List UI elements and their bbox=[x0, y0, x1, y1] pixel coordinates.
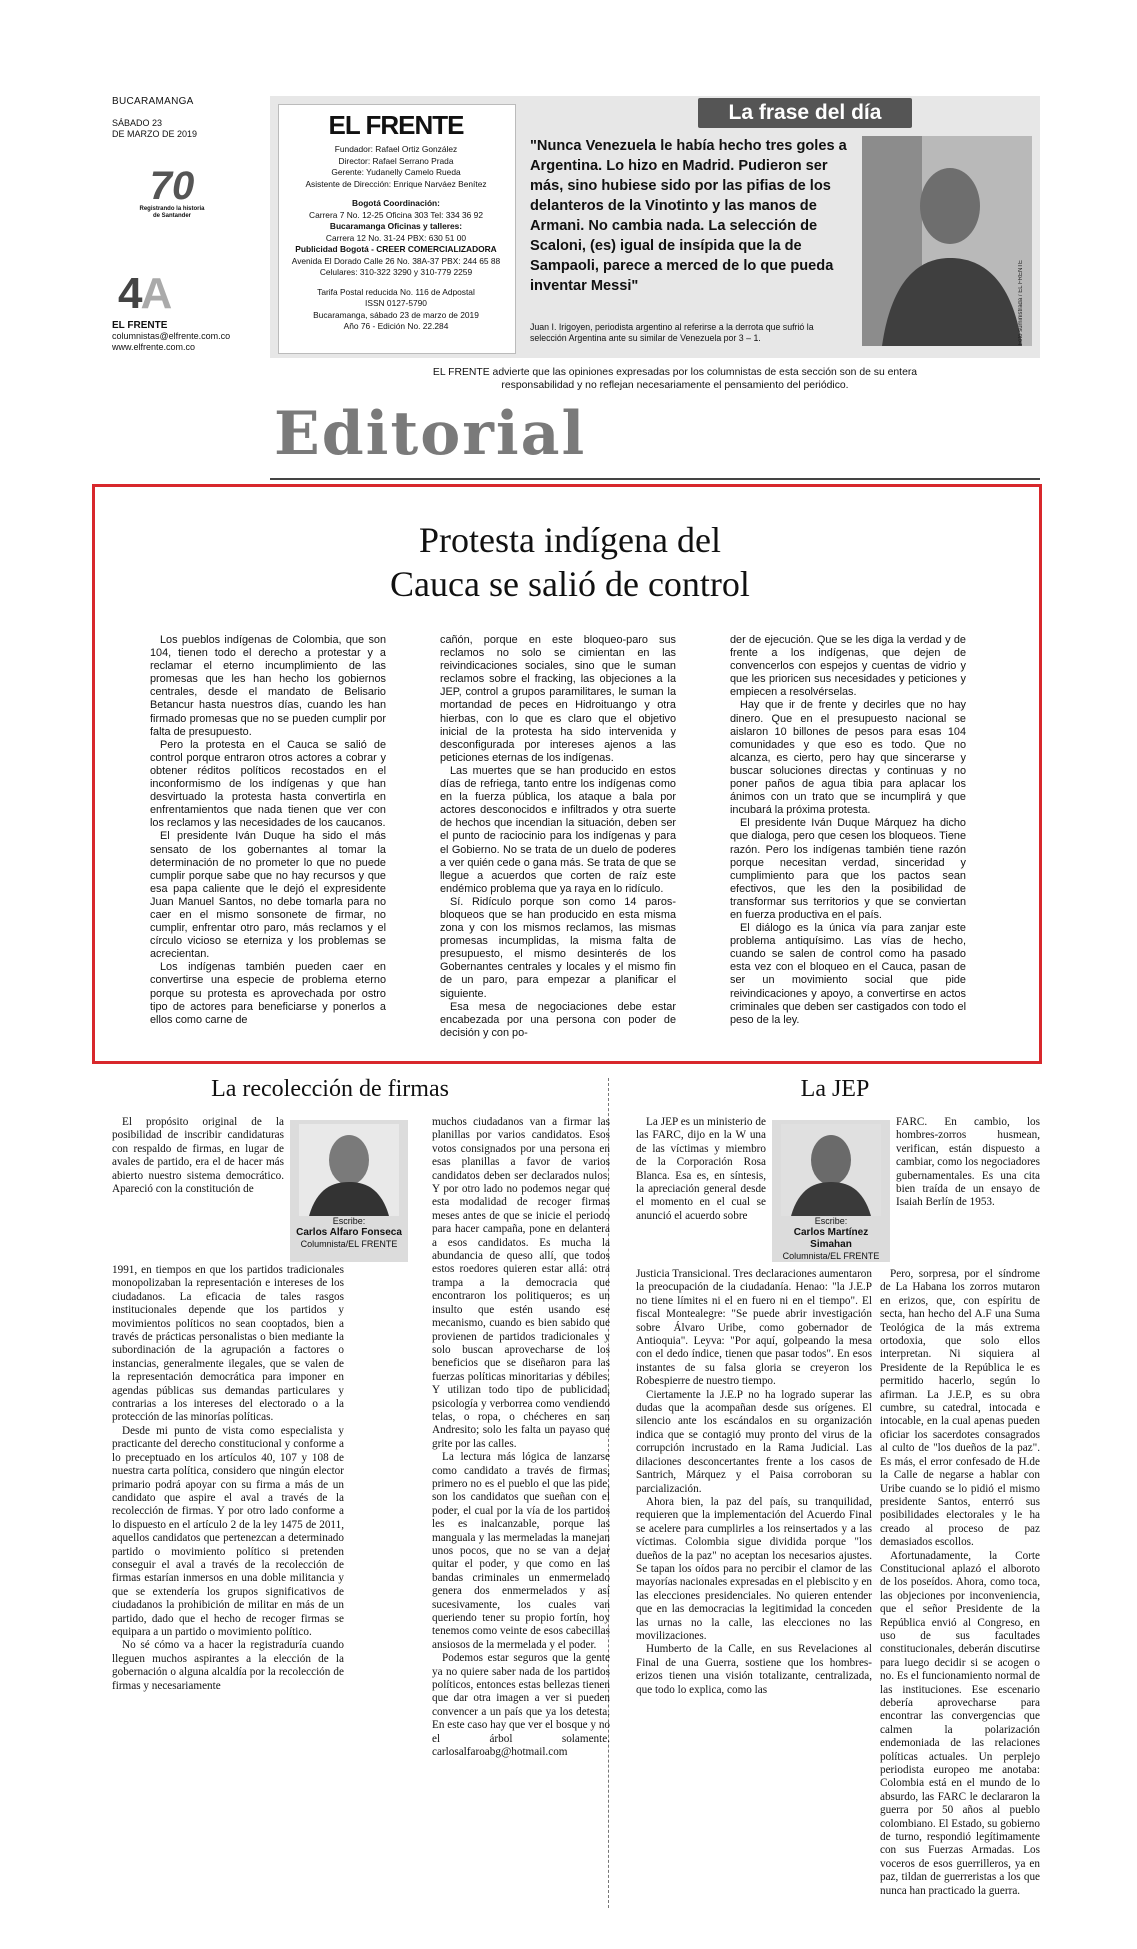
editorial-column-1 bbox=[150, 634, 386, 1027]
masthead-line: Publicidad Bogotá - CREER COMERCIALIZADORA bbox=[295, 244, 497, 254]
masthead-line: Director: Rafael Serrano Prada bbox=[338, 155, 454, 166]
masthead-line: Carrera 7 No. 12-25 Oficina 303 Tel: 334 36 92 bbox=[309, 209, 483, 220]
editorial-headline-line-2: Cauca se salió de control bbox=[390, 564, 750, 604]
person-silhouette-icon bbox=[299, 1124, 399, 1216]
paragraph: El diálogo es la única vía para zanjar este problema antiquísimo. Las vías de hecho, cuando se salen de control como ha pasado esta vez con el bloqueo en el Cauca, pasan de ser un movimiento social que pide reivindicaciones y apoyo, a convertirse en actos criminales que deben ser castigados con todo el peso de la ley. bbox=[730, 922, 966, 1026]
paragraph: Justicia Transicional. Tres declaraciones aumentaron la preocupación de la ciudadanía. Henao: "la J.E.P no tiene límites ni el en fuero ni en el tiempo". El fiscal Montealegre: "Se puede abrir investigación sobre Álvaro Uribe, como gobernador de Antioquia". Leyva: "Por aquí, golpeando la mesa con el dedo índice, tienen que pasar todos". En esos instantes de su falsa gloria se creyeron los Robespierre de nuestro tiempo. bbox=[636, 1268, 872, 1388]
jep-column-2-top bbox=[896, 1116, 1040, 1210]
paragraph: Hay que ir de frente y decirles que no hay dinero. Que en el presupuesto nacional se aislaron 10 billones de pesos para esas 104 comunidades y que eso es todo. Que no alcanza, es cierto, pero hay que sincerarse y buscar soluciones directas y continuas y no poner paños de agua tibia para aplacar los ánimos con un trato que se incumplirá y que incubará la próxima protesta. bbox=[730, 699, 966, 817]
paragraph: Los indígenas también pueden caer en convertirse una especie de problema eterno porque su protesta es aprovechada por ostro tipo de actores para beneficiarse y ponerlos a ellos como carne de bbox=[150, 961, 386, 1026]
left-website[interactable]: www.elfrente.com.co bbox=[112, 342, 196, 352]
masthead-line: Bogotá Coordinación: bbox=[352, 198, 440, 208]
anniversary-tagline-2: de Santander bbox=[152, 213, 191, 219]
author-role: Columnista/EL FRENTE bbox=[782, 1251, 880, 1261]
anniversary-logo bbox=[132, 166, 212, 220]
masthead-line: Asistente de Dirección: Enrique Narváez Benítez bbox=[305, 178, 487, 189]
city-label: BUCARAMANGA bbox=[112, 96, 194, 107]
paragraph: La JEP es un ministerio de las FARC, dijo en la W una de las víctimas y miembro de la Corporación Rosa Blanca. Esa es, en síntesis, la apreciación general desde el momento en el cual se anunció el acuerdo sobre bbox=[636, 1116, 766, 1222]
author-box-alfaro bbox=[290, 1120, 408, 1262]
issue-date-day: SÁBADO 23 bbox=[112, 118, 163, 128]
jep-column-1-top bbox=[636, 1116, 766, 1223]
frase-quote: "Nunca Venezuela le había hecho tres goles a Argentina. Lo hizo en Madrid. Pudieron ser más, sino hubiese sido por las pifias de los delanteros de la Vinotinto y las manos de Armani. No cambia nada. La selección de Scaloni, (es) igual de insípida que la de Sampaoli, parece a merced de lo que pueda inventar Messi" bbox=[530, 138, 847, 294]
masthead-line: Bucaramanga, sábado 23 de marzo de 2019 bbox=[313, 309, 479, 320]
paragraph: Sí. Ridículo porque son como 14 paros-bloqueos que se han producido en esta misma zona y con los mismos reclamos, las mismas promesas incumplidas, la misma falta de presupuesto, el mismo desinterés de los Gobernantes centrales y locales y el mismo fin de un paro, para empezar a planificar el siguiente. bbox=[440, 895, 676, 1000]
editorial-column-2 bbox=[440, 634, 676, 1040]
jep-column-2 bbox=[880, 1268, 1040, 1898]
masthead-credits bbox=[282, 144, 510, 333]
paragraph: Podemos estar seguros que la gente ya no quiere saber nada de los partidos políticos, entonces estas bellezas tienen que dar otra imagen a ver si pueden convencer a un país que ya los detesta. En este caso hay que ver el bosque y no el árbol solamente. carlosalfaroabg@hotmail.com bbox=[432, 1652, 611, 1759]
paragraph: Los pueblos indígenas de Colombia, que son 104, tienen todo el derecho a protestar y a reclamar el eterno incumplimiento de las promesas que les han hecho los gobiernos centrales, desde el mandato de Belisario Betancur hasta nuestros días, cuando les han firmado promesas que no se pueden cumplir por falta de presupuesto. bbox=[150, 634, 386, 738]
paragraph: El presidente Iván Duque Márquez ha dicho que dialoga, pero que cesen los bloqueos. Tiene razón. Pero los indígenas también tiene razón porque necesitan verdad, sinceridad y cumplimiento para que los pactos sean efectivos, que les den la posibilidad de transformar sus territorios y que se conviertan en fuerza productiva en el país. bbox=[730, 817, 966, 921]
photo-credit: Foto suministrada / EL FRENTE bbox=[1018, 260, 1024, 346]
firmas-column-1 bbox=[112, 1264, 344, 1693]
masthead-line: Gerente: Yudanelly Camelo Rueda bbox=[331, 167, 461, 177]
anniversary-number: 70 bbox=[149, 164, 195, 208]
paragraph: No sé cómo va a hacer la registraduría cuando lleguen muchos aspirantes a la elección de la gobernación o alguna alcaldía por la recolección de firmas y necesariamente bbox=[112, 1639, 344, 1692]
paragraph: Esa mesa de negociaciones debe estar encabezada por una persona con poder de decisión y con po- bbox=[440, 1000, 676, 1039]
author-box-martinez bbox=[772, 1120, 890, 1262]
masthead-line: Bucaramanga Oficinas y talleres: bbox=[329, 221, 463, 231]
masthead-line: Tarifa Postal reducida No. 116 de Adpostal bbox=[317, 286, 475, 297]
editorial-headline-line-1: Protesta indígena del bbox=[419, 520, 721, 560]
editorial-headline bbox=[200, 518, 940, 606]
paragraph: cañón, porque en este bloqueo-paro sus reclamos no solo se cimientan en las reivindicaciones sociales, sino que le suman reclamos sobre el fracking, las objeciones a la JEP, control a grupos paramilitares, le suman la mortandad de peces en Hidroituango y otra hierbas, con lo que es claro que el objetivo inicial de la protesta ha sido intervenida y desconfigurada por intereses ajenos a las peticiones eternas de los indígenas. bbox=[440, 634, 676, 764]
paragraph: Pero la protesta en el Cauca se salió de control porque entraron otros actores a cobrar y obtener réditos políticos recostados en el inconformismo de los indígenas y que han desvirtuado la protesta hasta convertirla en enfrentamientos que nada tienen que ver con los reclamos y las necesidades de los caucanos. bbox=[150, 738, 386, 830]
paragraph: 1991, en tiempos en que los partidos tradicionales monopolizaban la representación e intereses de los ciudadanos. La eficacia de tales rasgos institucionales depende que los partidos y movimientos políticos no sean cooptados, bien a través de prácticas personalistas o bien mediante la subordinación de la agrupación a factores o instancias, generalmente ilegales, que se valen de la representación democrática para imponer en agendas públicas sus demandas particulares y contrarias a los intereses del electorado o a la protección de las minorías políticas. bbox=[112, 1264, 344, 1424]
page-number-digit: 4 bbox=[118, 269, 141, 318]
paragraph: El presidente Iván Duque ha sido el más sensato de los gobernantes al tomar la determinación de no prometer lo que no puede cumplir porque sabe que no hay recursos y que esa papa caliente que le dejó el expresidente Juan Manuel Santos, no debe tomarla para no caer en el mismo sonsonete de firmar, no cumplir, enfrentar otro paro, más reclamos y el círculo vicioso se eterniza y los problemas se acrecientan. bbox=[150, 830, 386, 961]
paragraph: Desde mi punto de vista como especialista y practicante del derecho constitucional y conforme a lo preceptuado en los artículos 40, 107 y 108 de nuestra carta política, considero que ningún elector primario podrá apoyar con su firma a más de un candidato que aspire el aval a través de la recolección de firmas. Y por otro lado conforme a lo dispuesto en el artículo 2 de la ley 1475 de 2011, aquellos candidatos que pertenezcan a determinado partido o movimiento político si pretenden conseguir el aval a través de la recolección de firmas estarían inmersos en una doble militancia y que se extendería los grupos significativos de ciudadanos la prohibición de militar en más de un partido, dado que el hecho de recoger firmas se equipara a un partido o movimiento político. bbox=[112, 1424, 344, 1638]
paragraph: Afortunadamente, la Corte Constitucional aplazó el alboroto de los poseídos. Ahora, como toca, las objeciones por inconveniencia, que el señor Presidente de la República envió al Congreso, en uso de sus facultades constitucionales, deberán discutirse para luego decidir si se acogen o no. Es el funcionamiento normal de las instituciones. Ese escenario debería aprovecharse para encontrar las convergencias que calmen la polarización endemoniada de las relaciones políticas actuales. Un perplejo periodista europeo me anotaba: Colombia está en el mundo de lo absurdo, las FARC le declararon la guerra por 50 años al pueblo colombiano. El Estado, su gobierno de turno, respondió legítimamente con sus Fuerzas Armadas. Los voceros de esos guerrilleros, ya en paz, tildan de guerreristas a los que nunca han practicado la guerra. bbox=[880, 1549, 1040, 1897]
author-name: Carlos Alfaro Fonseca bbox=[296, 1227, 402, 1238]
section-rule bbox=[270, 478, 1040, 480]
paragraph: La lectura más lógica de lanzarse como candidato a través de firmas, primero no es el pueblo el que las pide, son los candidatos que sueñan con el poder, el cual por la vía de los partidos les es inalcanzable, porque las manguala y las mermeladas la manejan unos pocos, que no se van a dejar quitar el poder, y que como en las bandas criminales un enmermelado genera dos enmermelados y así sucesivamente, los cuales van queriendo tener su propio fortín, hoy tenemos como veinte de esos cabecillas ansiosos de la mermelada y el poder. bbox=[432, 1451, 610, 1651]
author-name: Carlos Martínez Simahan bbox=[793, 1227, 869, 1250]
author-label: Escribe: bbox=[814, 1216, 848, 1226]
masthead-line: Carrera 12 No. 31-24 PBX: 630 51 00 bbox=[325, 232, 467, 243]
masthead-line: Año 76 - Edición No. 22.284 bbox=[343, 321, 449, 331]
column-title-firmas: La recolección de firmas bbox=[211, 1076, 449, 1102]
frase-attribution: Juan I. Irigoyen, periodista argentino al referirse a la derrota que sufrió la selección Argentina ante su similar de Venezuela por 3 – 1. bbox=[530, 322, 814, 343]
left-email[interactable]: columnistas@elfrente.com.co bbox=[112, 331, 231, 341]
masthead-line: Celulares: 310-322 3290 y 310-779 2259 bbox=[319, 267, 473, 277]
frase-del-dia-tab: La frase del día bbox=[698, 98, 912, 128]
issue-date-month: DE MARZO DE 2019 bbox=[112, 129, 198, 139]
masthead-line: ISSN 0127-5790 bbox=[365, 298, 427, 308]
opinion-disclaimer: EL FRENTE advierte que las opiniones expresadas por los columnistas de esta sección son de su entera responsabilidad y no reflejan necesariamente el pensamiento del periódico. bbox=[432, 367, 918, 391]
issue-date bbox=[112, 118, 212, 140]
masthead-line: Avenida El Dorado Calle 26 No. 38A-37 PBX: 244 65 88 bbox=[291, 255, 501, 266]
paragraph: muchos ciudadanos van a firmar las planillas por varios candidatos. Esos votos consignados por una persona en esas planillas a favor de varios candidatos deben ser declarados nulos. Y por otro lado no podemos negar que esta modalidad de recoger firmas meses antes de que se inicie el periodo para hacer campaña, pone en delantera a esos candidatos. Es mucha la abundancia de queso allí, que todos estos roedores quieren estar allá: otra trampa a la democracia que encontraron los politiqueros; es un insulto que estén usando ese mecanismo, cuando es bien sabido que provienen de partidos tradicionales y solo buscan aprovecharse de los beneficios que se diseñaron para las fuerzas políticas minoritarias y débiles. Y utilizan todo tipo de publicidad, psicología y verborrea como vendiendo telas, o ropa, o chécheres en san Andresito; solo les falta un payaso que grite por las calles. bbox=[432, 1116, 610, 1450]
left-contact-info bbox=[112, 320, 230, 353]
paragraph: Ahora bien, la paz del país, su tranquilidad, requieren que la implementación del Acuerdo Final se acelere para cumplirles a los reinsertados y a las víctimas. Colombia sigue dividida porque "los dueños de la paz" no aceptan los necesarios ajustes. Se tapan los oídos para no percibir el clamor de las mayorías nacionales expresadas en el plebiscito y en las elecciones presidenciales. No quieren entender que en las democracias la legitimidad la conceden las urnas no la calle, las elecciones no las movilizaciones. bbox=[636, 1495, 872, 1642]
anniversary-tagline-1: Registrando la historia bbox=[139, 206, 205, 212]
section-banner: Editorial bbox=[274, 399, 587, 469]
paragraph: El propósito original de la posibilidad de inscribir candidaturas con respaldo de firmas, en lugar de avales de partido, era el de hacer más abierto nuestro sistema democrático. Apareció con la constitución de bbox=[112, 1116, 284, 1196]
page-number bbox=[118, 269, 171, 318]
masthead-line: Fundador: Rafael Ortiz González bbox=[334, 144, 458, 154]
column-title-jep: La JEP bbox=[800, 1076, 870, 1102]
page-number-letter: A bbox=[140, 269, 171, 318]
jep-column-1 bbox=[636, 1268, 872, 1697]
firmas-column-1-top bbox=[112, 1116, 284, 1196]
editorial-column-3 bbox=[730, 634, 966, 1027]
author-photo bbox=[299, 1124, 399, 1216]
author-role: Columnista/EL FRENTE bbox=[300, 1239, 398, 1249]
author-label: Escribe: bbox=[332, 1216, 366, 1226]
masthead-title: EL FRENTE bbox=[328, 110, 464, 140]
paragraph: Humberto de la Calle, en sus Revelaciones al Final de una Guerra, sostiene que los hombres-erizos tienen una visión totalizante, centralizada, que todo lo explica, como las bbox=[636, 1643, 872, 1696]
person-silhouette-icon bbox=[781, 1124, 881, 1216]
left-brand: EL FRENTE bbox=[112, 320, 168, 331]
paragraph: Las muertes que se han producido en estos días de refriega, tanto entre los indígenas como en la fuerza pública, los ataque a bala por actores desconocidos e infiltrados y otra suerte de hechos que incendian la situación, deben ser el punto de raciocinio para los indígenas y para el Gobierno. No se trata de un duelo de poderes a ver quién cede o gana más. Se trata de que se llegue a acuerdos que corten de raíz este endémico problema que ya raya en lo ridículo. bbox=[440, 764, 676, 895]
author-photo bbox=[781, 1124, 881, 1216]
quote-author-photo bbox=[862, 136, 1032, 346]
paragraph: FARC. En cambio, los hombres-zorros husmean, verifican, están dispuesto a cambiar, como los negociadores gubernamentales. Es una cita bien traída de un ensayo de Isaiah Berlín de 1953. bbox=[896, 1116, 1040, 1209]
firmas-column-2 bbox=[432, 1116, 610, 1760]
paragraph: Pero, sorpresa, por el síndrome de La Habana los zorros mutaron en erizos, que, con espíritu de secta, han hecho del A.F una Suma Teológica de la más extrema ortodoxia, que solo ellos interpretan. Ni siquiera al Presidente de la República le es permitido hacerlo, según lo afirman. La J.E.P, es su obra cumbre, su catedral, intocada e intocable, en la cual apenas pueden oficiar los sacerdotes consagrados al culto de "los dueños de la paz". Es más, el error confesado de H.de la Calle de negarse a hablar con Uribe cuando se lo pidió el mismo presidente Santos, enterró sus posibilidades electorales y le ha creado al proceso de paz demasiados escollos. bbox=[880, 1268, 1040, 1549]
paragraph: der de ejecución. Que se les diga la verdad y de frente a los indígenas, que dejen de convencerlos con espejos y cuentas de vidrio y que les prioricen sus necesidades y peticiones y empiecen a resolvérselas. bbox=[730, 634, 966, 699]
person-silhouette-icon bbox=[862, 136, 1032, 346]
paragraph: Ciertamente la J.E.P no ha logrado superar las dudas que la acompañan desde sus orígenes. El silencio ante los escándalos en su organización indica que se contagió muy pronto del virus de la corrupción incrustado en la Rama Judicial. Las dilaciones desconcertantes frente a los casos de Santrich, Márquez y el Paisa corroboran su parcialización. bbox=[636, 1388, 872, 1495]
